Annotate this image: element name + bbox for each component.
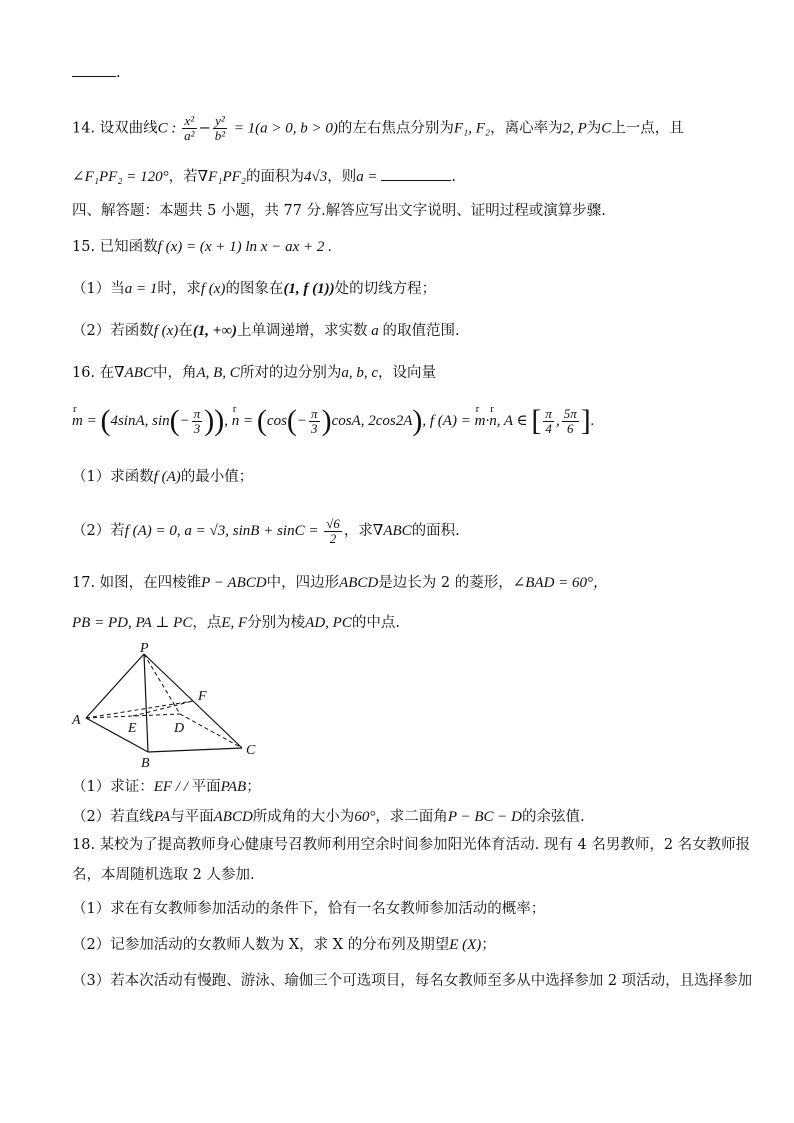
label-D: D	[174, 721, 185, 736]
question-17-line-2: PB = PD, PA ⊥ PC，点E, F分别为棱AD, PC的中点.	[72, 615, 400, 631]
question-18-line-2: 名，本周随机选取 2 人参加.	[72, 867, 255, 883]
label-E: E	[128, 721, 137, 736]
question-15: 15. 已知函数f (x) = (x + 1) ln x − ax + 2 .	[72, 239, 332, 255]
question-16-part-1: （1）求函数f (A)的最小值；	[72, 469, 254, 485]
label-P: P	[140, 642, 149, 656]
section-heading: 四、解答题：本题共 5 小题，共 77 分.解答应写出文字说明、证明过程或演算步骤.	[72, 203, 606, 219]
question-18-part-3: （3）若本次活动有慢跑、游泳、瑜伽三个可选项目，每名女教师至多从中选择参加 2 项活动，且选择参加	[72, 973, 753, 989]
label-A: A	[72, 713, 81, 728]
answer-blank	[72, 62, 116, 77]
question-16: 16. 在∇ABC中，角A, B, C所对的边分别为a, b, c，设向量	[72, 365, 436, 381]
question-18: 18. 某校为了提高教师身心健康号召教师利用空余时间参加阳光体育活动. 现有 4 名男教师，2 名女教师报	[72, 837, 751, 853]
question-18-part-1: （1）求在有女教师参加活动的条件下，恰有一名女教师参加活动的概率；	[72, 901, 546, 917]
question-17-part-2: （2）若直线PA与平面ABCD所成角的大小为60°，求二面角P − BC − D的余弦值.	[72, 809, 585, 825]
label-F: F	[198, 689, 207, 704]
question-16-part-2: （2）若f (A) = 0, a = √3, sinB + sinC = $\frac{√6}{2}$ ，求∇ABC的面积.	[72, 515, 460, 546]
question-14-line-2: ∠F₁PF₂ = 120°，若∇F₁PF₂的面积为4√3，则a = .	[72, 166, 734, 188]
label-B: B	[141, 756, 150, 770]
question-18-part-2: （2）记参加活动的女教师人数为 X，求 X 的分布列及期望E (X)；	[72, 937, 496, 953]
answer-blank	[381, 166, 451, 181]
question-15-part-2: （2）若函数f (x)在(1, +∞)上单调递增，求实数 a 的取值范围.	[72, 323, 460, 339]
question-17-part-1: （1）求证：EF / / 平面PAB；	[72, 779, 261, 795]
previous-answer-blank: .	[72, 62, 734, 84]
label-C: C	[246, 743, 256, 758]
question-15-part-1: （1）当a = 1时，求f (x)的图象在(1, f (1))处的切线方程；	[72, 281, 437, 297]
question-17: 17. 如图，在四棱锥P − ABCD中，四边形ABCD是边长为 2 的菱形，∠BAD = 60°，	[72, 575, 609, 591]
question-16-vectors: r m = (4sinA, sin(− $\frac{\pi}{3}$ )), r n = (cos(− $\frac{\pi}{3}$ )cosA, 2cos2A), f (A) = r m· r n, A ∈ [ $\frac{\pi}{4}$ , $\frac{5\pi}{6}$ ].	[72, 403, 595, 437]
pyramid-figure	[66, 642, 266, 770]
question-14: 14. 设双曲线C : $\frac{\text{x²}}{\text{a²}}$ − $\frac{\text{y²}}{\text{b²}}$ = 1(a > 0, b > 0)的左右焦点分别为F₁, F₂，离心率为2, P为C上一点，且	[72, 113, 684, 143]
